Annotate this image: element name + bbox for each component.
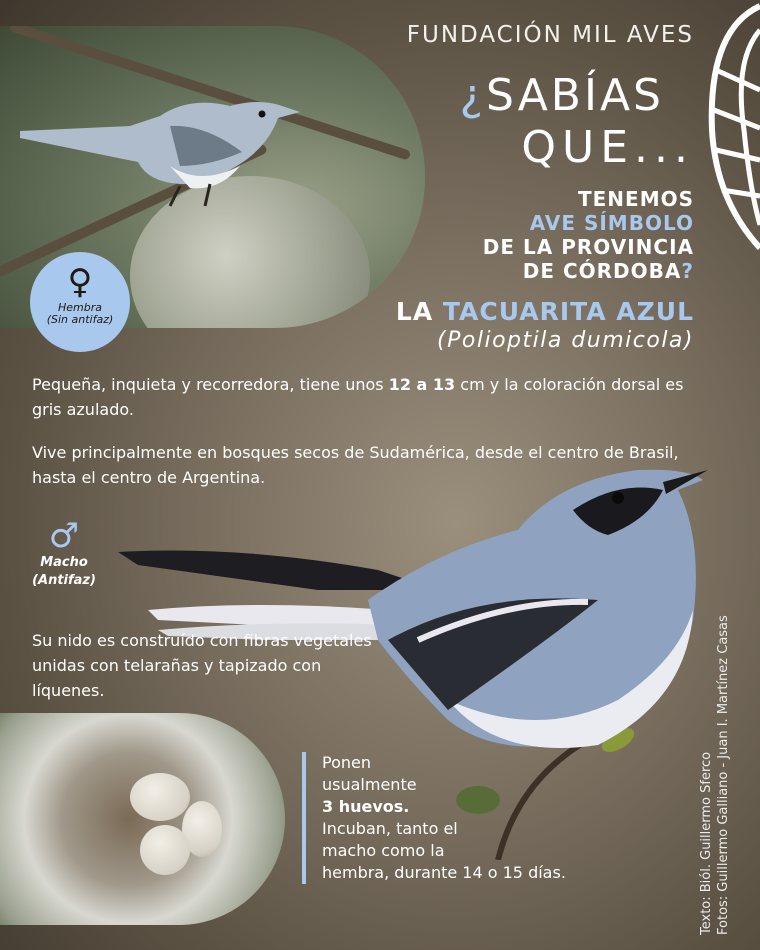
- headline-que: QUE...: [521, 122, 694, 173]
- bird-scientific-name: (Polioptila dumicola): [437, 328, 694, 353]
- male-label: Macho: [40, 555, 88, 570]
- female-symbol-badge: [30, 252, 130, 352]
- photo-credits: Texto: Biól. Guillermo Sferco Fotos: Guillermo Galliano - Juan I. Martínez Casas: [699, 615, 731, 935]
- organization-name: FUNDACIÓN MIL AVES: [406, 22, 694, 48]
- male-sublabel: (Antifaz): [32, 573, 96, 588]
- feather-logo-icon: [704, 0, 760, 260]
- description-nest: Su nido es construído con fibras vegetales unidas con telarañas y tapizado con líquenes.: [32, 631, 372, 700]
- eggs-info: Ponen usualmente 3 huevos. Incuban, tanto el macho como la hembra, durante 14 o 15 días.: [302, 752, 582, 884]
- question-text: TENEMOS AVE SÍMBOLO DE LA PROVINCIA DE CÓRDOBA?: [482, 187, 694, 283]
- male-symbol-icon: ♂: [48, 516, 80, 556]
- nest-eggs-photo: [0, 713, 285, 925]
- female-bird-illustration: [20, 66, 320, 216]
- female-label: Hembra: [58, 301, 102, 314]
- female-symbol-icon: ♀: [67, 262, 93, 302]
- description-habitat: Vive principalmente en bosques secos de Sudamérica, desde el centro de Brasil, hasta el centro de Argentina.: [32, 443, 679, 487]
- bird-common-name: LA TACUARITA AZUL: [395, 297, 694, 326]
- headline-sabias: ¿SABÍAS: [459, 70, 664, 121]
- female-sublabel: (Sin antifaz): [46, 313, 114, 326]
- male-symbol: [32, 518, 96, 590]
- description-size: Pequeña, inquieta y recorredora, tiene unos 12 a 13 cm y la coloración dorsal es gris azulado.: [32, 375, 684, 419]
